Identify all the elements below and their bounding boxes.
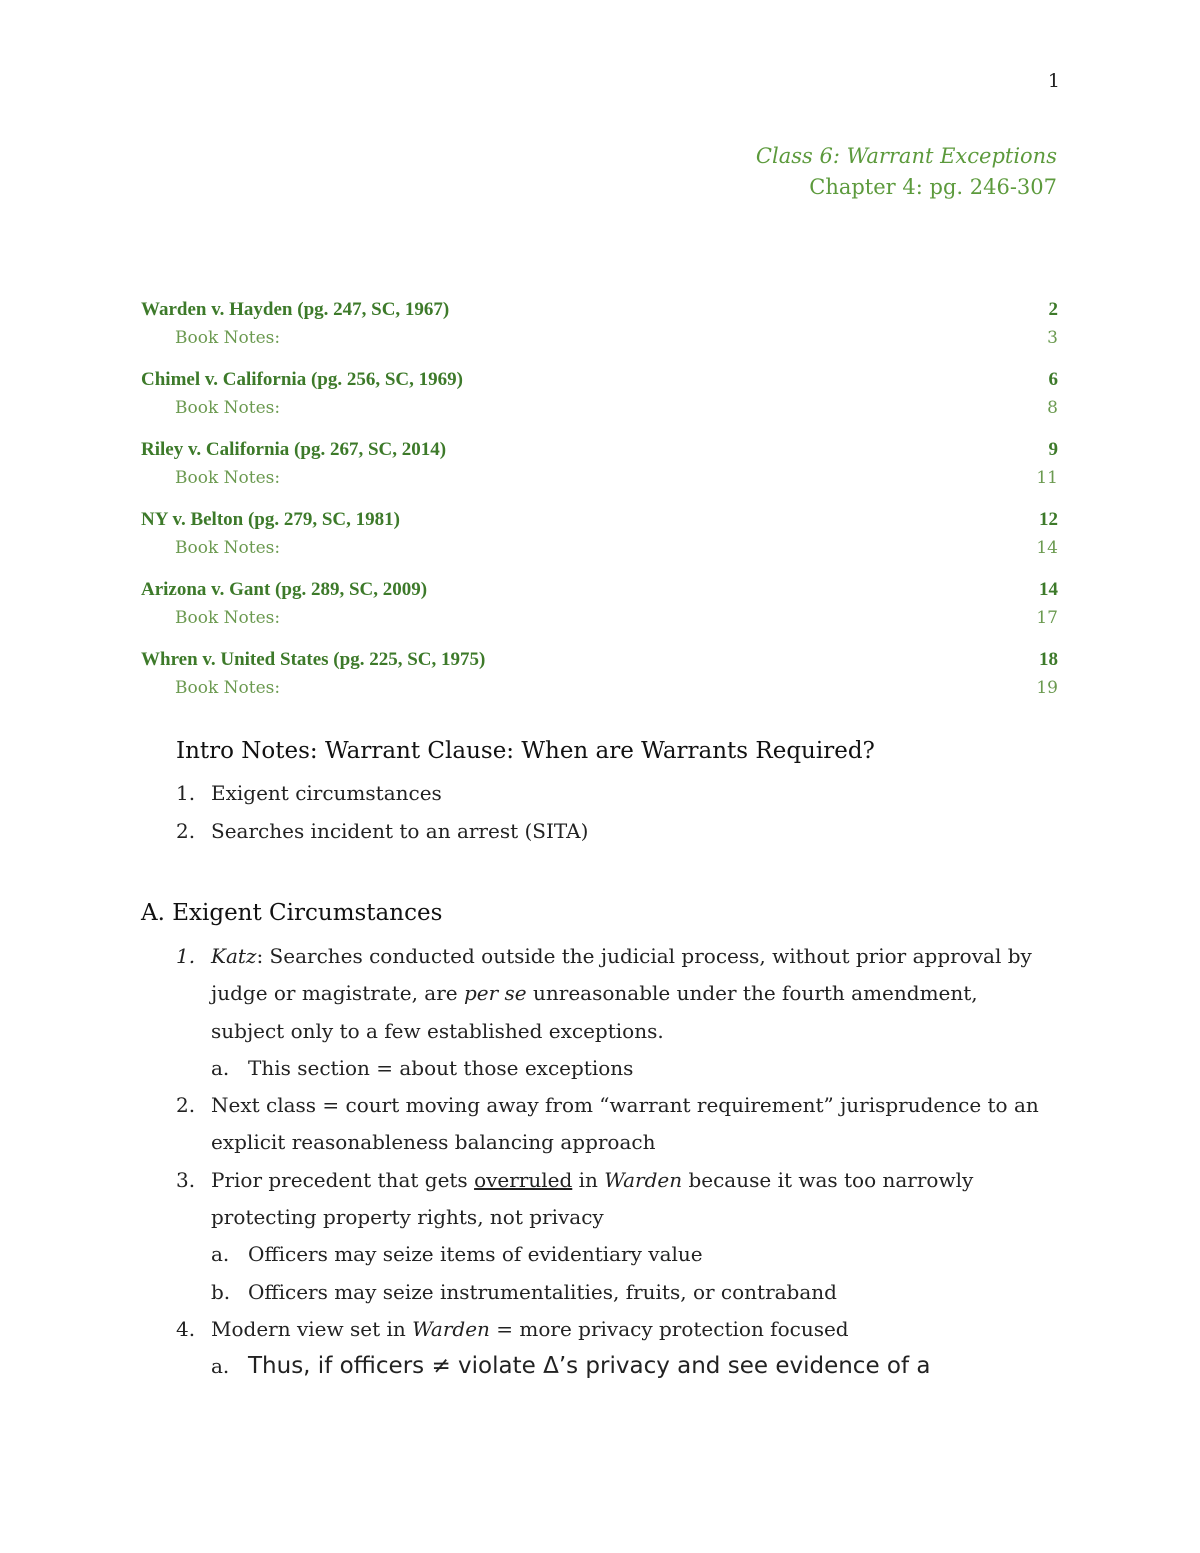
list-text: Officers may seize items of evidentiary value xyxy=(248,1242,703,1267)
toc-case-title: Arizona v. Gant (pg. 289, SC, 2009) xyxy=(141,579,428,600)
text-segment: : Searches conducted outside the judicial process, without prior approval by judge or magistrate, are xyxy=(211,944,1032,1006)
toc-notes-label: Book Notes: xyxy=(175,538,281,558)
list-text xyxy=(211,1311,849,1348)
sub-list-item xyxy=(176,1348,1056,1385)
toc-case-link[interactable] xyxy=(141,576,1058,604)
list-item xyxy=(176,1162,1056,1237)
toc-case-page: 14 xyxy=(1039,579,1058,600)
section-heading: A. Exigent Circumstances xyxy=(141,900,443,926)
list-number: 4. xyxy=(176,1316,196,1341)
sub-list-item xyxy=(176,1274,1056,1311)
section-body xyxy=(176,938,1056,1386)
toc-notes-page: 17 xyxy=(1036,608,1058,628)
toc-entry xyxy=(141,646,1058,702)
text-segment: Modern view set in xyxy=(211,1316,413,1341)
toc-case-link[interactable] xyxy=(141,506,1058,534)
list-text: Searches incident to an arrest (SITA) xyxy=(211,819,589,843)
case-name: Katz xyxy=(211,944,257,968)
toc-notes-page: 14 xyxy=(1036,538,1058,558)
list-item xyxy=(176,938,1056,1050)
list-text xyxy=(211,1162,1056,1237)
toc-notes-label: Book Notes: xyxy=(175,608,281,628)
class-title: Class 6: Warrant Exceptions xyxy=(755,144,1057,168)
toc-case-link[interactable] xyxy=(141,296,1058,324)
toc-notes-page: 19 xyxy=(1036,678,1058,698)
list-letter: b. xyxy=(211,1279,231,1304)
list-text: Next class = court moving away from “warrant requirement” jurisprudence to an explicit reasonableness balancing approach xyxy=(211,1093,1039,1155)
list-letter: a. xyxy=(211,1242,230,1267)
toc-case-title: Whren v. United States (pg. 225, SC, 1975) xyxy=(141,649,486,670)
list-text xyxy=(211,938,1056,1050)
list-item xyxy=(176,1311,1056,1348)
toc-entry xyxy=(141,576,1058,632)
toc-case-page: 6 xyxy=(1048,369,1058,390)
list-number: 2. xyxy=(176,1093,196,1118)
toc-notes-label: Book Notes: xyxy=(175,468,281,488)
toc-case-page: 18 xyxy=(1039,649,1058,670)
sub-list-item xyxy=(176,1050,1056,1087)
toc-case-title: Chimel v. California (pg. 256, SC, 1969) xyxy=(141,369,463,390)
chapter-reference: Chapter 4: pg. 246-307 xyxy=(809,175,1057,199)
list-letter: a. xyxy=(211,1354,230,1379)
toc-notes-link[interactable] xyxy=(141,464,1058,492)
case-name: Warden xyxy=(412,1316,490,1341)
text-segment: because it was too narrowly protecting property rights, not privacy xyxy=(211,1167,974,1230)
toc-entry xyxy=(141,366,1058,422)
list-number: 1. xyxy=(176,781,196,805)
toc-notes-page: 8 xyxy=(1047,398,1058,418)
toc-case-page: 2 xyxy=(1048,299,1058,320)
toc-notes-link[interactable] xyxy=(141,534,1058,562)
toc-entry xyxy=(141,296,1058,352)
list-text: Officers may seize instrumentalities, fruits, or contraband xyxy=(248,1279,837,1304)
toc-case-link[interactable] xyxy=(141,646,1058,674)
intro-list xyxy=(176,778,588,854)
emphasis: per se xyxy=(463,981,527,1006)
toc-notes-page: 3 xyxy=(1047,328,1058,348)
list-item xyxy=(176,778,588,816)
list-text: Thus, if officers ≠ violate Δ’s privacy and see evidence of a xyxy=(248,1353,931,1380)
toc-case-link[interactable] xyxy=(141,436,1058,464)
list-number: 3. xyxy=(176,1167,196,1192)
sub-list-item xyxy=(176,1236,1056,1273)
list-number: 2. xyxy=(176,819,196,843)
page-number: 1 xyxy=(1047,70,1060,92)
toc-notes-link[interactable] xyxy=(141,394,1058,422)
list-item xyxy=(176,1087,1056,1162)
text-segment: Prior precedent that gets xyxy=(211,1167,475,1192)
underlined-term: overruled xyxy=(474,1167,573,1192)
list-letter: a. xyxy=(211,1055,230,1080)
toc-notes-label: Book Notes: xyxy=(175,678,281,698)
toc-case-title: Riley v. California (pg. 267, SC, 2014) xyxy=(141,439,447,460)
text-segment: unreasonable under the fourth amendment, subject only to a few established exceptions. xyxy=(211,981,978,1043)
toc-case-title: Warden v. Hayden (pg. 247, SC, 1967) xyxy=(141,299,450,320)
intro-heading: Intro Notes: Warrant Clause: When are Warrants Required? xyxy=(176,738,875,764)
list-text: This section = about those exceptions xyxy=(248,1055,634,1080)
toc-notes-link[interactable] xyxy=(141,674,1058,702)
toc-entry xyxy=(141,436,1058,492)
text-segment: in xyxy=(572,1167,605,1192)
toc-notes-label: Book Notes: xyxy=(175,328,281,348)
case-name: Warden xyxy=(604,1167,683,1192)
toc-notes-link[interactable] xyxy=(141,604,1058,632)
toc-case-page: 9 xyxy=(1048,439,1058,460)
toc-case-link[interactable] xyxy=(141,366,1058,394)
list-item xyxy=(176,816,588,854)
list-number: 1. xyxy=(176,944,196,968)
table-of-contents xyxy=(141,296,1058,716)
toc-notes-label: Book Notes: xyxy=(175,398,281,418)
toc-entry xyxy=(141,506,1058,562)
toc-case-title: NY v. Belton (pg. 279, SC, 1981) xyxy=(141,509,400,530)
toc-notes-page: 11 xyxy=(1036,468,1058,488)
toc-notes-link[interactable] xyxy=(141,324,1058,352)
text-segment: = more privacy protection focused xyxy=(489,1316,849,1341)
list-text: Exigent circumstances xyxy=(211,781,442,805)
toc-case-page: 12 xyxy=(1039,509,1058,530)
